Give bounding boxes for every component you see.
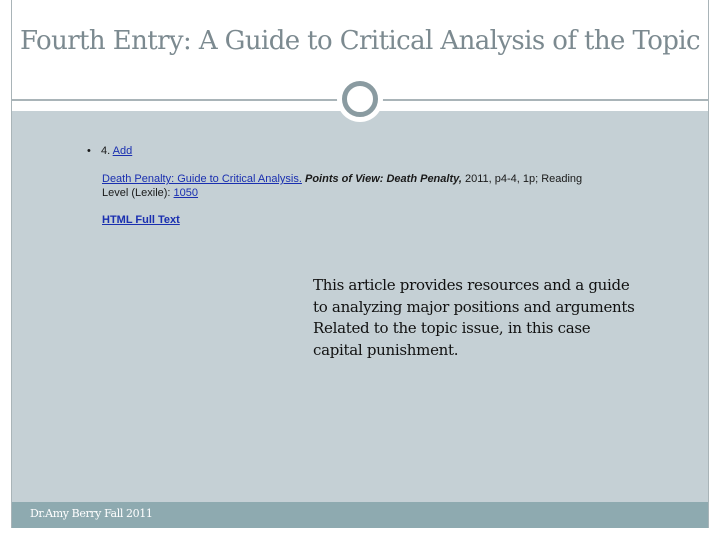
description-line: This article provides resources and a guide (313, 276, 630, 294)
add-link[interactable]: Add (112, 145, 133, 157)
description-text (313, 275, 693, 361)
bullet-icon: • (87, 145, 91, 157)
record-details: 2011, p4-4, 1p; Reading Level (Lexile): (102, 173, 583, 199)
lexile-link[interactable]: 1050 (173, 187, 199, 199)
record-header (87, 145, 132, 157)
full-text-row (102, 214, 180, 226)
record-number: 4. (101, 145, 111, 157)
record-source: Points of View: Death Penalty, (305, 173, 462, 185)
record-citation (102, 172, 602, 200)
description-line: capital punishment. (313, 340, 459, 359)
article-title-link[interactable]: Death Penalty: Guide to Critical Analysis. (102, 173, 302, 185)
html-full-text-link[interactable]: HTML Full Text (102, 214, 180, 226)
description-line: Related to the topic issue, in this case (313, 319, 591, 337)
ring-ornament (337, 76, 383, 122)
ring-icon (342, 81, 378, 117)
slide-title: Fourth Entry: A Guide to Critical Analysis of the Topic (20, 26, 700, 56)
footer-text: Dr.Amy Berry Fall 2011 (30, 507, 153, 520)
description-line: to analyzing major positions and arguments (313, 297, 635, 316)
footer-bar (12, 502, 708, 528)
